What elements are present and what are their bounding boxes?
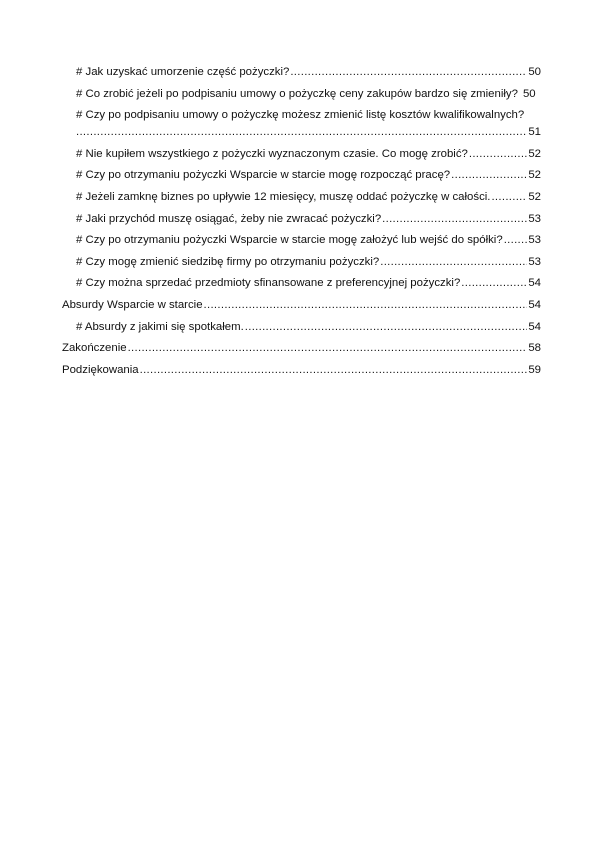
toc-dot-leader	[469, 148, 527, 161]
toc-entry-title: Podziękowania	[62, 363, 139, 376]
toc-entry-page: 54	[528, 320, 541, 333]
toc-entry[interactable]	[62, 88, 541, 101]
toc-entry-title: # Jak uzyskać umorzenie część pożyczki?	[76, 66, 290, 78]
toc-entry[interactable]	[62, 256, 541, 269]
toc-entry-title: # Jeżeli zamknę biznes po upływie 12 miesięcy, muszę oddać pożyczkę w całości.	[76, 190, 491, 203]
toc-entry[interactable]	[62, 277, 541, 290]
toc-entry[interactable]	[62, 342, 541, 355]
toc-entry-title: Zakończenie	[62, 342, 127, 355]
toc-entry-title: # Jaki przychód muszę osiągać, żeby nie zwracać pożyczki?	[76, 212, 382, 225]
toc-dot-leader	[461, 277, 527, 290]
toc-entry-title: # Czy można sprzedać przedmioty sfinansowane z preferencyjnej pożyczki?	[76, 277, 461, 290]
toc-entry-title: # Co zrobić jeżeli po podpisaniu umowy o pożyczkę ceny zakupów bardzo się zmieniły?	[76, 87, 518, 100]
toc-dot-leader	[76, 126, 527, 139]
toc-entry[interactable]	[62, 234, 541, 247]
toc-entry-page: 53	[528, 212, 541, 225]
toc-dot-leader	[451, 169, 527, 182]
toc-entry-page: 59	[528, 363, 541, 376]
toc-entry[interactable]	[62, 109, 541, 139]
toc-dot-leader	[128, 342, 528, 355]
toc-dot-leader	[380, 256, 527, 269]
toc-dot-leader	[382, 213, 527, 226]
toc-entry-page: 50	[522, 87, 536, 100]
toc-entry-title: # Czy po otrzymaniu pożyczki Wsparcie w starcie mogę rozpocząć pracę?	[76, 169, 451, 182]
toc-entry-title: Absurdy Wsparcie w starcie	[62, 298, 203, 311]
toc-entry-title: # Czy mogę zmienić siedzibę firmy po otrzymaniu pożyczki?	[76, 255, 380, 268]
toc-entry-title: # Czy po podpisaniu umowy o pożyczkę możesz zmienić listę kosztów kwalifikowalnych?	[76, 109, 525, 122]
toc-entry-page: 51	[528, 126, 541, 139]
toc-dot-leader	[245, 321, 528, 334]
toc-entry-page: 54	[528, 277, 541, 290]
table-of-contents	[62, 66, 541, 385]
toc-entry[interactable]	[62, 299, 541, 312]
toc-dot-leader	[204, 299, 528, 312]
toc-dot-leader	[140, 364, 528, 377]
toc-entry-page: 50	[528, 66, 541, 78]
toc-entry-title: # Nie kupiłem wszystkiego z pożyczki wyznaczonym czasie. Co mogę zrobić?	[76, 147, 468, 160]
toc-entry[interactable]	[62, 321, 541, 334]
toc-entry[interactable]	[62, 364, 541, 377]
toc-entry-page: 53	[528, 255, 541, 268]
toc-dot-leader	[504, 234, 528, 247]
toc-entry-page: 52	[528, 147, 541, 160]
toc-entry[interactable]	[62, 66, 541, 79]
toc-dot-leader	[491, 191, 527, 204]
toc-entry-page: 52	[528, 190, 541, 203]
toc-entry-page: 58	[528, 342, 541, 355]
toc-dot-leader	[290, 66, 527, 79]
toc-entry[interactable]	[62, 148, 541, 161]
toc-entry-page: 52	[528, 169, 541, 182]
toc-entry[interactable]	[62, 169, 541, 182]
toc-entry-title: # Absurdy z jakimi się spotkałem.	[76, 320, 244, 333]
toc-entry[interactable]	[62, 213, 541, 226]
toc-entry[interactable]	[62, 191, 541, 204]
toc-entry-page: 54	[528, 298, 541, 311]
toc-entry-page: 53	[528, 234, 541, 247]
toc-entry-title: # Czy po otrzymaniu pożyczki Wsparcie w starcie mogę założyć lub wejść do spółki?	[76, 234, 503, 247]
